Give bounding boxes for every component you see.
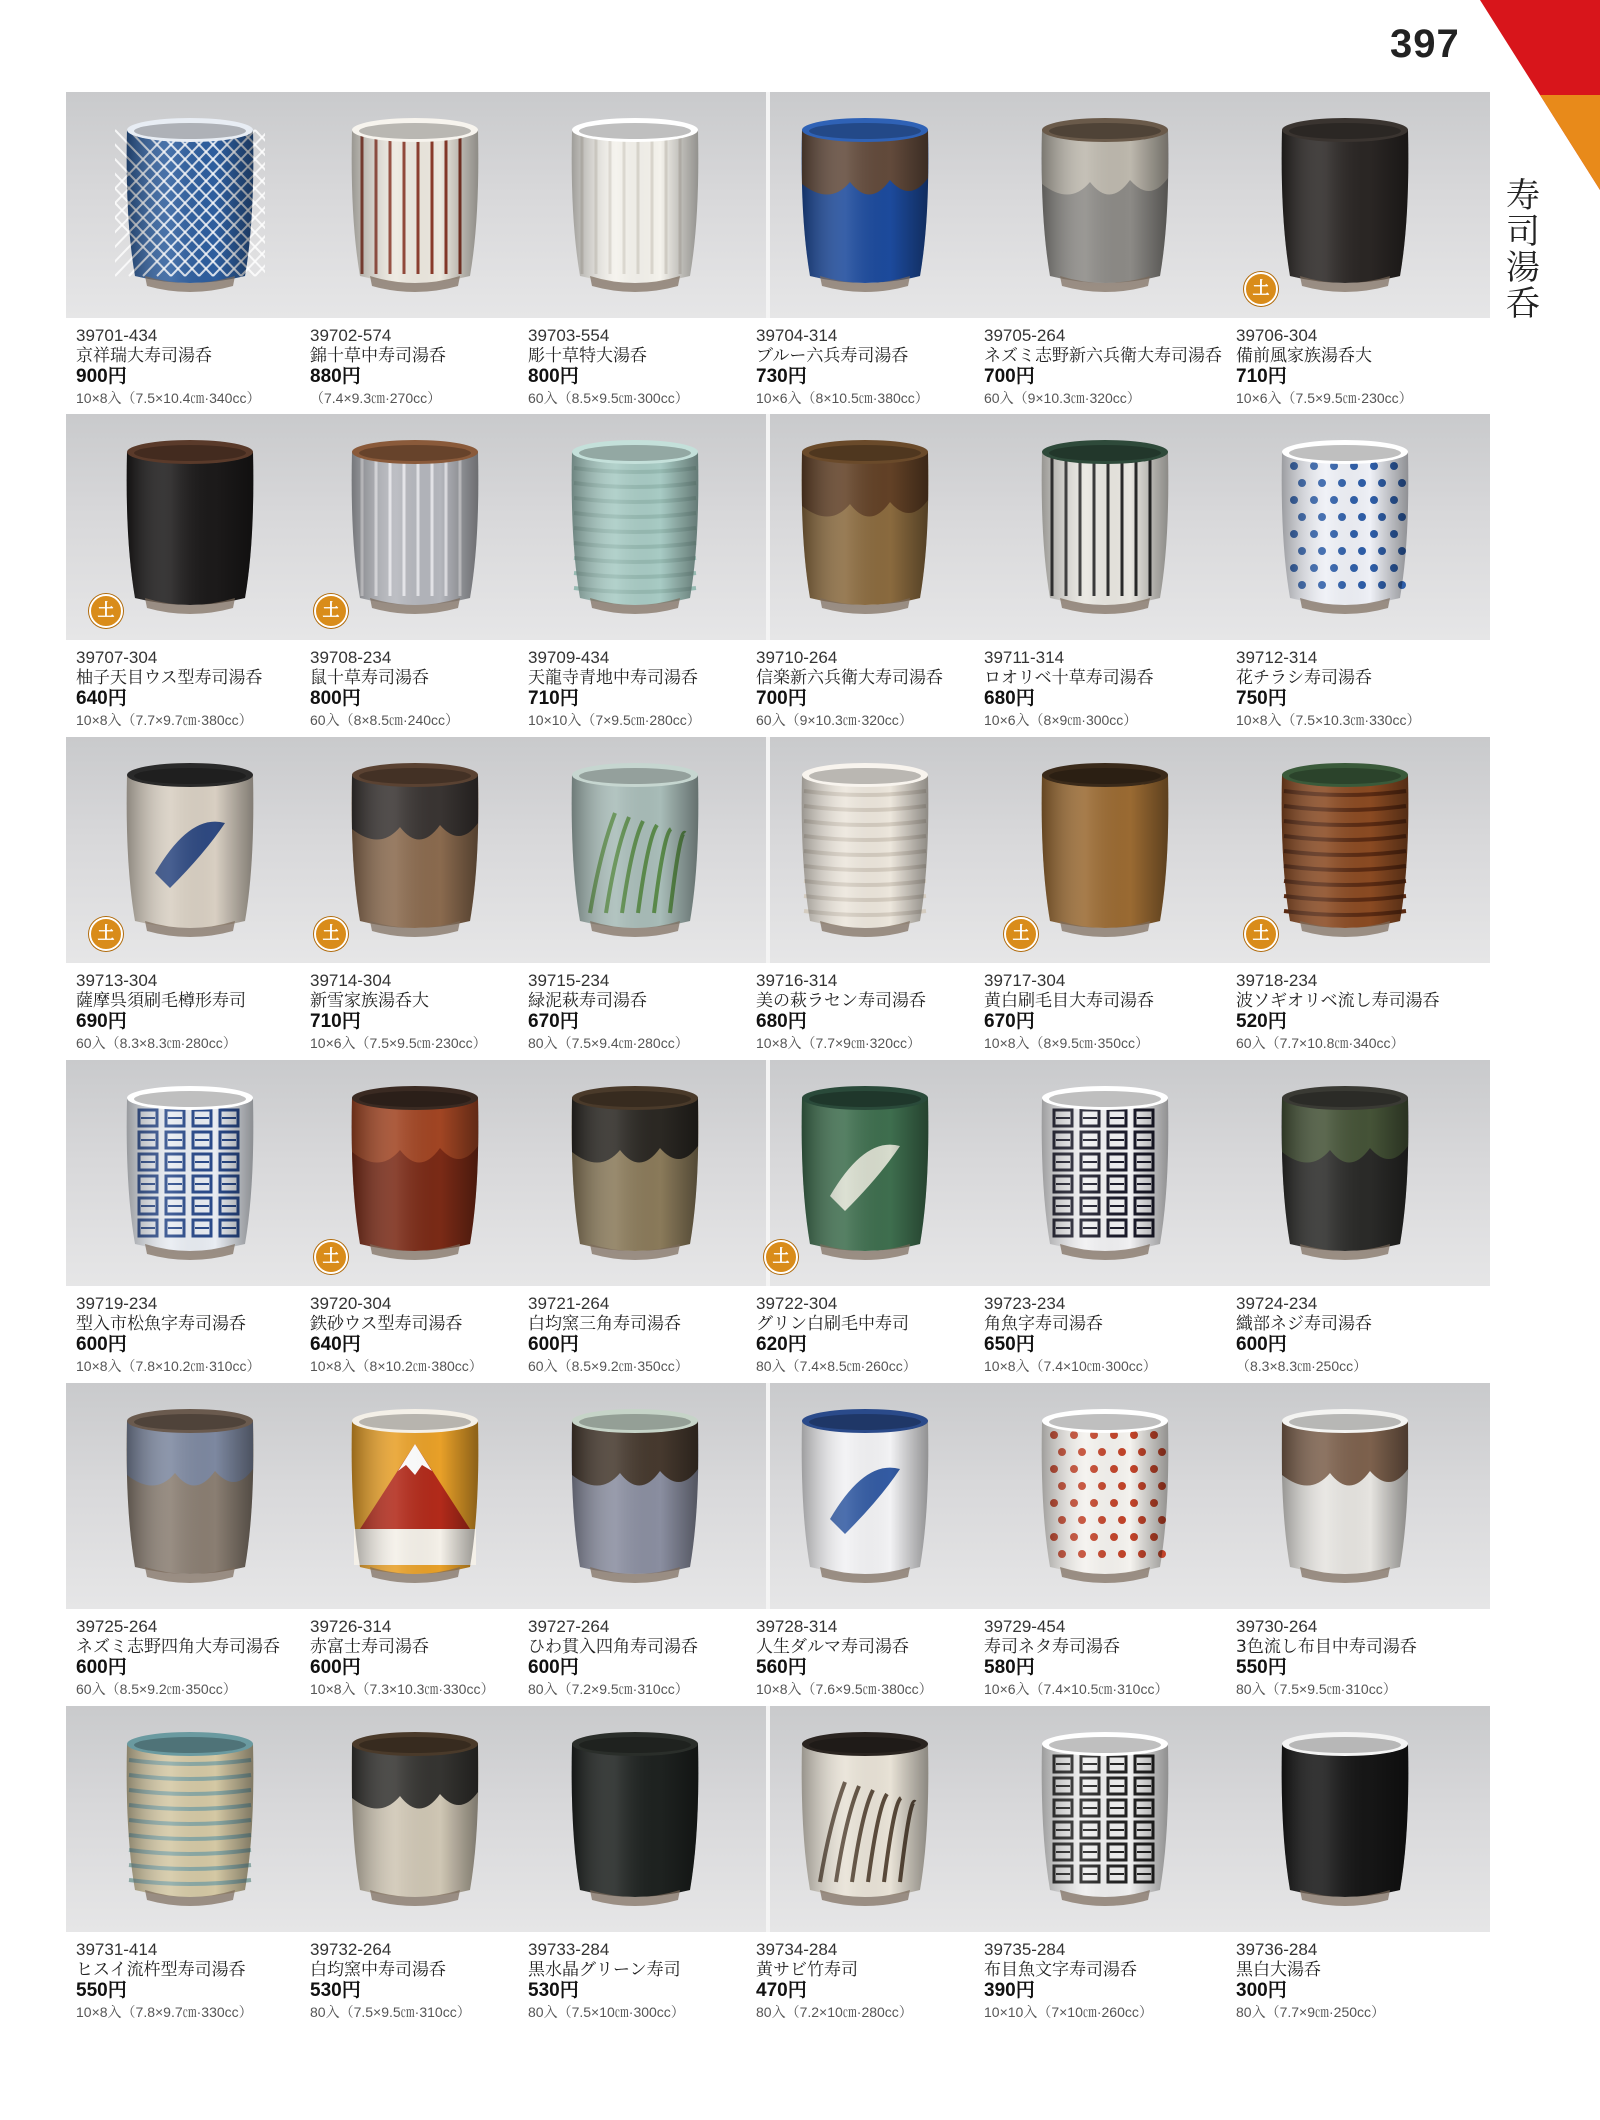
product-name: 白均窯三角寿司湯呑 bbox=[528, 1314, 681, 1334]
product-image-cup bbox=[1030, 753, 1180, 943]
product-price: 600円 bbox=[76, 1334, 127, 1355]
page-number: 397 bbox=[1390, 22, 1460, 66]
product-spec: 60入（8.3×8.3㎝·280cc） bbox=[76, 1035, 237, 1051]
product-image-cup bbox=[560, 430, 710, 620]
product-code: 39727-264 bbox=[528, 1617, 610, 1636]
product-spec: 10×8入（7.7×9.7㎝·380cc） bbox=[76, 712, 253, 728]
product-label bbox=[756, 648, 976, 729]
product-name: グリン白刷毛中寿司 bbox=[756, 1314, 909, 1334]
product-name: 黄白刷毛目大寿司湯呑 bbox=[984, 991, 1154, 1011]
product-code: 39723-234 bbox=[984, 1294, 1066, 1313]
product-name: 美の萩ラセン寿司湯呑 bbox=[756, 991, 926, 1011]
product-price: 600円 bbox=[1236, 1334, 1287, 1355]
product-price: 600円 bbox=[310, 1657, 361, 1678]
band-divider bbox=[766, 414, 770, 640]
product-code: 39730-264 bbox=[1236, 1617, 1318, 1636]
earthenware-badge-icon: 土 bbox=[314, 917, 348, 951]
product-price: 560円 bbox=[756, 1657, 807, 1678]
earthenware-badge-icon: 土 bbox=[89, 594, 123, 628]
product-label bbox=[310, 1617, 530, 1698]
product-spec: 60入（9×10.3㎝·320cc） bbox=[984, 390, 1141, 406]
section-title bbox=[1498, 178, 1548, 322]
product-name: ネズミ志野四角大寿司湯呑 bbox=[76, 1637, 280, 1657]
product-name: 角魚字寿司湯呑 bbox=[984, 1314, 1103, 1334]
product-label bbox=[756, 1617, 976, 1698]
product-code: 39711-314 bbox=[984, 648, 1065, 667]
product-image-cup bbox=[1030, 1399, 1180, 1589]
product-label bbox=[310, 1294, 530, 1375]
product-label bbox=[310, 971, 530, 1052]
product-image-cup bbox=[1030, 430, 1180, 620]
product-spec: 10×6入（7.4×10.5㎝·310cc） bbox=[984, 1681, 1169, 1697]
product-name: 彫十草特大湯呑 bbox=[528, 346, 647, 366]
product-image-cup bbox=[790, 1076, 940, 1266]
product-label bbox=[1236, 1940, 1456, 2021]
product-spec: 10×10入（7×9.5㎝·280cc） bbox=[528, 712, 701, 728]
product-image-cup bbox=[1270, 1076, 1420, 1266]
product-code: 39721-264 bbox=[528, 1294, 610, 1313]
product-code: 39717-304 bbox=[984, 971, 1066, 990]
product-label bbox=[756, 326, 976, 407]
product-price: 880円 bbox=[310, 366, 361, 387]
earthenware-badge-icon: 土 bbox=[1244, 917, 1278, 951]
product-code: 39729-454 bbox=[984, 1617, 1066, 1636]
product-price: 470円 bbox=[756, 1980, 807, 2001]
product-image-cup bbox=[115, 108, 265, 298]
product-label bbox=[1236, 648, 1456, 729]
product-price: 680円 bbox=[756, 1011, 807, 1032]
product-label bbox=[1236, 326, 1456, 407]
product-code: 39731-414 bbox=[76, 1940, 158, 1959]
product-spec: 80入（7.5×9.4㎝·280cc） bbox=[528, 1035, 689, 1051]
product-name: 寿司ネタ寿司湯呑 bbox=[984, 1637, 1120, 1657]
product-image-cup bbox=[560, 753, 710, 943]
product-code: 39713-304 bbox=[76, 971, 158, 990]
product-label bbox=[76, 1940, 296, 2021]
product-code: 39703-554 bbox=[528, 326, 610, 345]
product-image-cup bbox=[115, 1399, 265, 1589]
band-divider bbox=[766, 92, 770, 318]
product-image-cup bbox=[340, 1722, 490, 1912]
product-label bbox=[76, 326, 296, 407]
product-label bbox=[1236, 1617, 1456, 1698]
product-image-cup bbox=[1270, 753, 1420, 943]
product-name: ひわ貫入四角寿司湯呑 bbox=[528, 1637, 698, 1657]
product-name: 黒白大湯呑 bbox=[1236, 1960, 1321, 1980]
band-divider bbox=[766, 737, 770, 963]
product-name: 天龍寺青地中寿司湯呑 bbox=[528, 668, 698, 688]
product-label bbox=[528, 648, 748, 729]
product-code: 39726-314 bbox=[310, 1617, 392, 1636]
product-price: 750円 bbox=[1236, 688, 1287, 709]
product-price: 580円 bbox=[984, 1657, 1035, 1678]
product-image-cup bbox=[115, 753, 265, 943]
product-code: 39733-284 bbox=[528, 1940, 610, 1959]
product-name: 鼠十草寿司湯呑 bbox=[310, 668, 429, 688]
product-image-cup bbox=[560, 1722, 710, 1912]
product-spec: （8.3×8.3㎝·250cc） bbox=[1236, 1358, 1368, 1374]
product-name: 黄サビ竹寿司 bbox=[756, 1960, 858, 1980]
earthenware-badge-icon: 土 bbox=[1244, 272, 1278, 306]
product-spec: 10×8入（7.8×10.2㎝·310cc） bbox=[76, 1358, 261, 1374]
earthenware-badge-icon: 土 bbox=[89, 917, 123, 951]
product-price: 600円 bbox=[528, 1657, 579, 1678]
product-image-cup bbox=[560, 1076, 710, 1266]
product-image-cup bbox=[115, 430, 265, 620]
product-image-cup bbox=[1270, 108, 1420, 298]
product-image-cup bbox=[790, 1399, 940, 1589]
product-name: 人生ダルマ寿司湯呑 bbox=[756, 1637, 909, 1657]
product-spec: 10×8入（7.4×10㎝·300cc） bbox=[984, 1358, 1157, 1374]
product-label bbox=[528, 971, 748, 1052]
product-name: 赤富士寿司湯呑 bbox=[310, 1637, 429, 1657]
product-spec: 80入（7.5×10㎝·300cc） bbox=[528, 2004, 685, 2020]
product-label bbox=[1236, 1294, 1456, 1375]
product-code: 39734-284 bbox=[756, 1940, 838, 1959]
product-spec: 10×6入（8×9㎝·300cc） bbox=[984, 712, 1138, 728]
product-spec: （7.4×9.3㎝·270cc） bbox=[310, 390, 442, 406]
product-name: ヒスイ流杵型寿司湯呑 bbox=[76, 1960, 246, 1980]
product-image-cup bbox=[340, 1076, 490, 1266]
product-code: 39704-314 bbox=[756, 326, 838, 345]
product-image-cup bbox=[340, 1399, 490, 1589]
product-spec: 60入（8.5×9.2㎝·350cc） bbox=[528, 1358, 689, 1374]
product-spec: 80入（7.4×8.5㎝·260cc） bbox=[756, 1358, 917, 1374]
product-image-cup bbox=[115, 1722, 265, 1912]
product-spec: 10×6入（8×10.5㎝·380cc） bbox=[756, 390, 929, 406]
product-label bbox=[528, 1617, 748, 1698]
product-name: 備前風家族湯呑大 bbox=[1236, 346, 1372, 366]
product-code: 39702-574 bbox=[310, 326, 392, 345]
product-price: 390円 bbox=[984, 1980, 1035, 2001]
band-divider bbox=[766, 1383, 770, 1609]
product-spec: 10×8入（7.5×10.3㎝·330cc） bbox=[1236, 712, 1421, 728]
product-price: 700円 bbox=[984, 366, 1035, 387]
product-code: 39706-304 bbox=[1236, 326, 1318, 345]
product-name: ロオリベ十草寿司湯呑 bbox=[984, 668, 1154, 688]
section-title-char: 寿 bbox=[1506, 176, 1540, 216]
product-label bbox=[984, 326, 1222, 407]
product-spec: 80入（7.7×9㎝·250cc） bbox=[1236, 2004, 1386, 2020]
product-code: 39701-434 bbox=[76, 326, 158, 345]
product-name: 型入市松魚字寿司湯呑 bbox=[76, 1314, 246, 1334]
product-name: 鉄砂ウス型寿司湯呑 bbox=[310, 1314, 463, 1334]
product-image-cup bbox=[1270, 1399, 1420, 1589]
product-name: 花チラシ寿司湯呑 bbox=[1236, 668, 1372, 688]
product-label bbox=[528, 326, 748, 407]
product-spec: 80入（7.2×10㎝·280cc） bbox=[756, 2004, 913, 2020]
product-price: 710円 bbox=[1236, 366, 1287, 387]
product-label bbox=[528, 1940, 748, 2021]
earthenware-badge-icon: 土 bbox=[314, 594, 348, 628]
product-price: 670円 bbox=[984, 1011, 1035, 1032]
product-image-cup bbox=[115, 1076, 265, 1266]
product-spec: 10×8入（7.3×10.3㎝·330cc） bbox=[310, 1681, 495, 1697]
product-spec: 10×10入（7×10㎝·260cc） bbox=[984, 2004, 1153, 2020]
product-price: 800円 bbox=[310, 688, 361, 709]
product-name: 白均窯中寿司湯呑 bbox=[310, 1960, 446, 1980]
product-price: 600円 bbox=[528, 1334, 579, 1355]
product-label bbox=[756, 971, 976, 1052]
product-image-cup bbox=[790, 1722, 940, 1912]
product-name: 緑泥萩寿司湯呑 bbox=[528, 991, 647, 1011]
product-code: 39736-284 bbox=[1236, 1940, 1318, 1959]
product-label bbox=[310, 1940, 530, 2021]
product-label bbox=[76, 648, 296, 729]
product-price: 640円 bbox=[76, 688, 127, 709]
product-spec: 10×6入（7.5×9.5㎝·230cc） bbox=[310, 1035, 487, 1051]
product-image-cup bbox=[560, 108, 710, 298]
product-price: 710円 bbox=[310, 1011, 361, 1032]
product-code: 39728-314 bbox=[756, 1617, 838, 1636]
product-name: 織部ネジ寿司湯呑 bbox=[1236, 1314, 1372, 1334]
product-spec: 60入（9×10.3㎝·320cc） bbox=[756, 712, 913, 728]
product-image-cup bbox=[1270, 1722, 1420, 1912]
product-price: 550円 bbox=[1236, 1657, 1287, 1678]
product-image-cup bbox=[790, 753, 940, 943]
product-label bbox=[1236, 971, 1456, 1052]
product-label bbox=[76, 971, 296, 1052]
product-price: 550円 bbox=[76, 1980, 127, 2001]
product-price: 800円 bbox=[528, 366, 579, 387]
product-label bbox=[310, 648, 530, 729]
earthenware-badge-icon: 土 bbox=[314, 1240, 348, 1274]
product-image-cup bbox=[1270, 430, 1420, 620]
product-price: 620円 bbox=[756, 1334, 807, 1355]
product-code: 39720-304 bbox=[310, 1294, 392, 1313]
band-divider bbox=[766, 1706, 770, 1932]
product-code: 39718-234 bbox=[1236, 971, 1318, 990]
product-code: 39714-304 bbox=[310, 971, 392, 990]
product-code: 39707-304 bbox=[76, 648, 158, 667]
product-image-cup bbox=[340, 753, 490, 943]
product-spec: 10×8入（8×10.2㎝·380cc） bbox=[310, 1358, 483, 1374]
product-label bbox=[756, 1940, 976, 2021]
section-title-char: 湯 bbox=[1506, 248, 1540, 288]
product-spec: 60入（8.5×9.2㎝·350cc） bbox=[76, 1681, 237, 1697]
product-spec: 80入（7.5×9.5㎝·310cc） bbox=[1236, 1681, 1397, 1697]
product-image-cup bbox=[790, 108, 940, 298]
product-label bbox=[984, 648, 1204, 729]
product-price: 530円 bbox=[528, 1980, 579, 2001]
earthenware-badge-icon: 土 bbox=[764, 1240, 798, 1274]
product-code: 39724-234 bbox=[1236, 1294, 1318, 1313]
product-spec: 10×8入（7.7×9㎝·320cc） bbox=[756, 1035, 921, 1051]
product-label bbox=[984, 1617, 1204, 1698]
product-code: 39716-314 bbox=[756, 971, 838, 990]
product-image-cup bbox=[340, 430, 490, 620]
product-spec: 10×6入（7.5×9.5㎝·230cc） bbox=[1236, 390, 1413, 406]
product-image-cup bbox=[1030, 1722, 1180, 1912]
product-name: 布目魚文字寿司湯呑 bbox=[984, 1960, 1137, 1980]
product-name: 波ソギオリベ流し寿司湯呑 bbox=[1236, 991, 1440, 1011]
product-name: 京祥瑞大寿司湯呑 bbox=[76, 346, 212, 366]
product-spec: 60入（7.7×10.8㎝·340cc） bbox=[1236, 1035, 1405, 1051]
product-price: 520円 bbox=[1236, 1011, 1287, 1032]
product-price: 640円 bbox=[310, 1334, 361, 1355]
product-price: 300円 bbox=[1236, 1980, 1287, 2001]
product-code: 39710-264 bbox=[756, 648, 838, 667]
product-code: 39715-234 bbox=[528, 971, 610, 990]
product-image-cup bbox=[1030, 1076, 1180, 1266]
product-price: 700円 bbox=[756, 688, 807, 709]
product-spec: 10×8入（7.5×10.4㎝·340cc） bbox=[76, 390, 261, 406]
product-spec: 80入（7.5×9.5㎝·310cc） bbox=[310, 2004, 471, 2020]
product-spec: 60入（8.5×9.5㎝·300cc） bbox=[528, 390, 689, 406]
product-spec: 10×8入（7.8×9.7㎝·330cc） bbox=[76, 2004, 253, 2020]
product-image-cup bbox=[340, 108, 490, 298]
product-spec: 60入（8×8.5㎝·240cc） bbox=[310, 712, 460, 728]
earthenware-badge-icon: 土 bbox=[1004, 917, 1038, 951]
product-price: 690円 bbox=[76, 1011, 127, 1032]
product-code: 39725-264 bbox=[76, 1617, 158, 1636]
product-price: 530円 bbox=[310, 1980, 361, 2001]
product-price: 650円 bbox=[984, 1334, 1035, 1355]
product-name: ブルー六兵寿司湯呑 bbox=[756, 346, 909, 366]
product-image-cup bbox=[1030, 108, 1180, 298]
product-code: 39705-264 bbox=[984, 326, 1066, 345]
product-code: 39719-234 bbox=[76, 1294, 158, 1313]
product-name: 3色流し布目中寿司湯呑 bbox=[1236, 1637, 1417, 1657]
product-code: 39735-284 bbox=[984, 1940, 1066, 1959]
product-price: 670円 bbox=[528, 1011, 579, 1032]
product-name: 信楽新六兵衛大寿司湯呑 bbox=[756, 668, 943, 688]
product-spec: 10×8入（8×9.5㎝·350cc） bbox=[984, 1035, 1149, 1051]
product-name: 新雪家族湯呑大 bbox=[310, 991, 429, 1011]
product-price: 710円 bbox=[528, 688, 579, 709]
product-price: 730円 bbox=[756, 366, 807, 387]
section-title-char: 呑 bbox=[1506, 284, 1540, 324]
product-name: 黒水晶グリーン寿司 bbox=[528, 1960, 681, 1980]
product-label bbox=[756, 1294, 976, 1375]
product-label bbox=[76, 1617, 296, 1698]
product-image-cup bbox=[790, 430, 940, 620]
product-label bbox=[310, 326, 530, 407]
product-name: 薩摩呉須刷毛樽形寿司 bbox=[76, 991, 246, 1011]
product-price: 900円 bbox=[76, 366, 127, 387]
product-code: 39732-264 bbox=[310, 1940, 392, 1959]
product-code: 39722-304 bbox=[756, 1294, 838, 1313]
product-label bbox=[984, 1294, 1204, 1375]
product-label bbox=[528, 1294, 748, 1375]
product-price: 600円 bbox=[76, 1657, 127, 1678]
product-name: 柚子天目ウス型寿司湯呑 bbox=[76, 668, 263, 688]
product-name: 錦十草中寿司湯呑 bbox=[310, 346, 446, 366]
product-code: 39712-314 bbox=[1236, 648, 1318, 667]
product-label bbox=[76, 1294, 296, 1375]
product-spec: 80入（7.2×9.5㎝·310cc） bbox=[528, 1681, 689, 1697]
product-label bbox=[984, 971, 1204, 1052]
product-spec: 10×8入（7.6×9.5㎝·380cc） bbox=[756, 1681, 933, 1697]
product-code: 39708-234 bbox=[310, 648, 392, 667]
product-code: 39709-434 bbox=[528, 648, 610, 667]
product-image-cup bbox=[560, 1399, 710, 1589]
product-name: ネズミ志野新六兵衛大寿司湯呑 bbox=[984, 346, 1222, 366]
section-title-char: 司 bbox=[1506, 212, 1540, 252]
product-label bbox=[984, 1940, 1204, 2021]
product-price: 680円 bbox=[984, 688, 1035, 709]
